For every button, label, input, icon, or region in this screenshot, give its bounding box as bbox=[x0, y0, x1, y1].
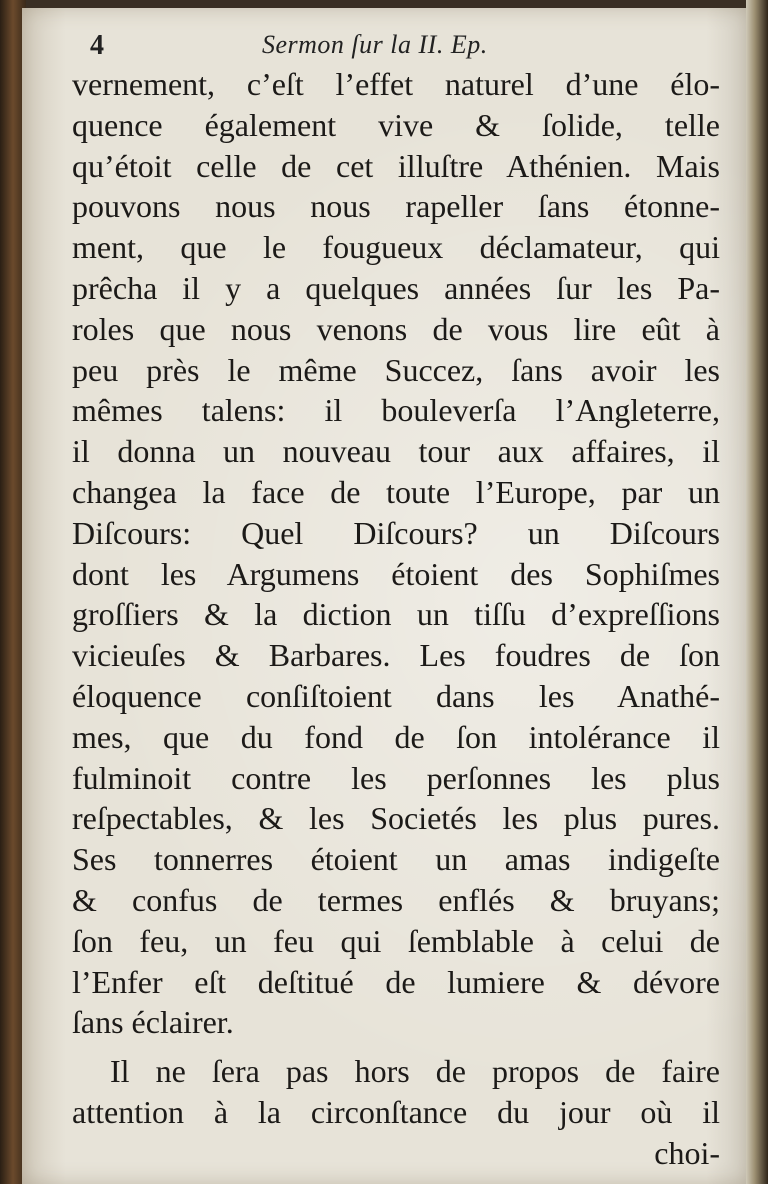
text-line: peu près le même Succez, ſans avoir les bbox=[72, 351, 720, 388]
text-line: Diſcours: Quel Diſcours? un Diſcours bbox=[72, 514, 720, 551]
text-line: Il ne ſera pas hors de propos de faire bbox=[110, 1053, 720, 1090]
text-line: quence également vive & ſolide, telle bbox=[72, 106, 720, 143]
text-line: changea la face de toute l’Europe, par un bbox=[72, 473, 720, 510]
text-line: pouvons nous nous rapeller ſans étonne- bbox=[72, 188, 720, 225]
text-line: & confus de termes enflés & bruyans; bbox=[72, 881, 720, 918]
text-line: vicieuſes & Barbares. Les foudres de ſon bbox=[72, 637, 720, 674]
body-text bbox=[72, 64, 720, 1174]
running-title: Sermon ſur la II. Ep. bbox=[262, 30, 488, 59]
text-line: qu’étoit celle de cet illuſtre Athénien. Mais bbox=[72, 147, 720, 184]
text-line: l’Enfer eſt deſtitué de lumiere & dévore bbox=[72, 963, 720, 1000]
text-line: attention à la circonſtance du jour où il bbox=[72, 1093, 720, 1130]
text-line: ſans éclairer. bbox=[72, 1004, 234, 1041]
text-line: il donna un nouveau tour aux affaires, il bbox=[72, 433, 720, 470]
text-line: reſpectables, & les Societés les plus pures. bbox=[72, 800, 720, 837]
text-line: ſon feu, un feu qui ſemblable à celui de bbox=[72, 922, 720, 959]
catchword: choi- bbox=[654, 1134, 720, 1171]
page-number: 4 bbox=[90, 30, 104, 61]
text-line: ment, que le fougueux déclamateur, qui bbox=[72, 229, 720, 266]
text-line: mes, que du fond de ſon intolérance il bbox=[72, 718, 720, 755]
text-line: Ses tonnerres étoient un amas indigeſte bbox=[72, 841, 720, 878]
text-line: groſſiers & la diction un tiſſu d’expreſſions bbox=[72, 596, 720, 633]
text-line: prêcha il y a quelques années ſur les Pa- bbox=[72, 269, 720, 306]
text-line: vernement, c’eſt l’effet naturel d’une élo- bbox=[72, 66, 720, 102]
page-edge bbox=[746, 0, 768, 1184]
text-line: mêmes talens: il bouleverſa l’Angleterre, bbox=[72, 392, 720, 429]
text-line: dont les Argumens étoient des Sophiſmes bbox=[72, 555, 720, 592]
text-line: fulminoit contre les perſonnes les plus bbox=[72, 759, 720, 796]
text-line: roles que nous venons de vous lire eût à bbox=[72, 310, 720, 347]
text-line: éloquence conſiſtoient dans les Anathé- bbox=[72, 677, 720, 714]
